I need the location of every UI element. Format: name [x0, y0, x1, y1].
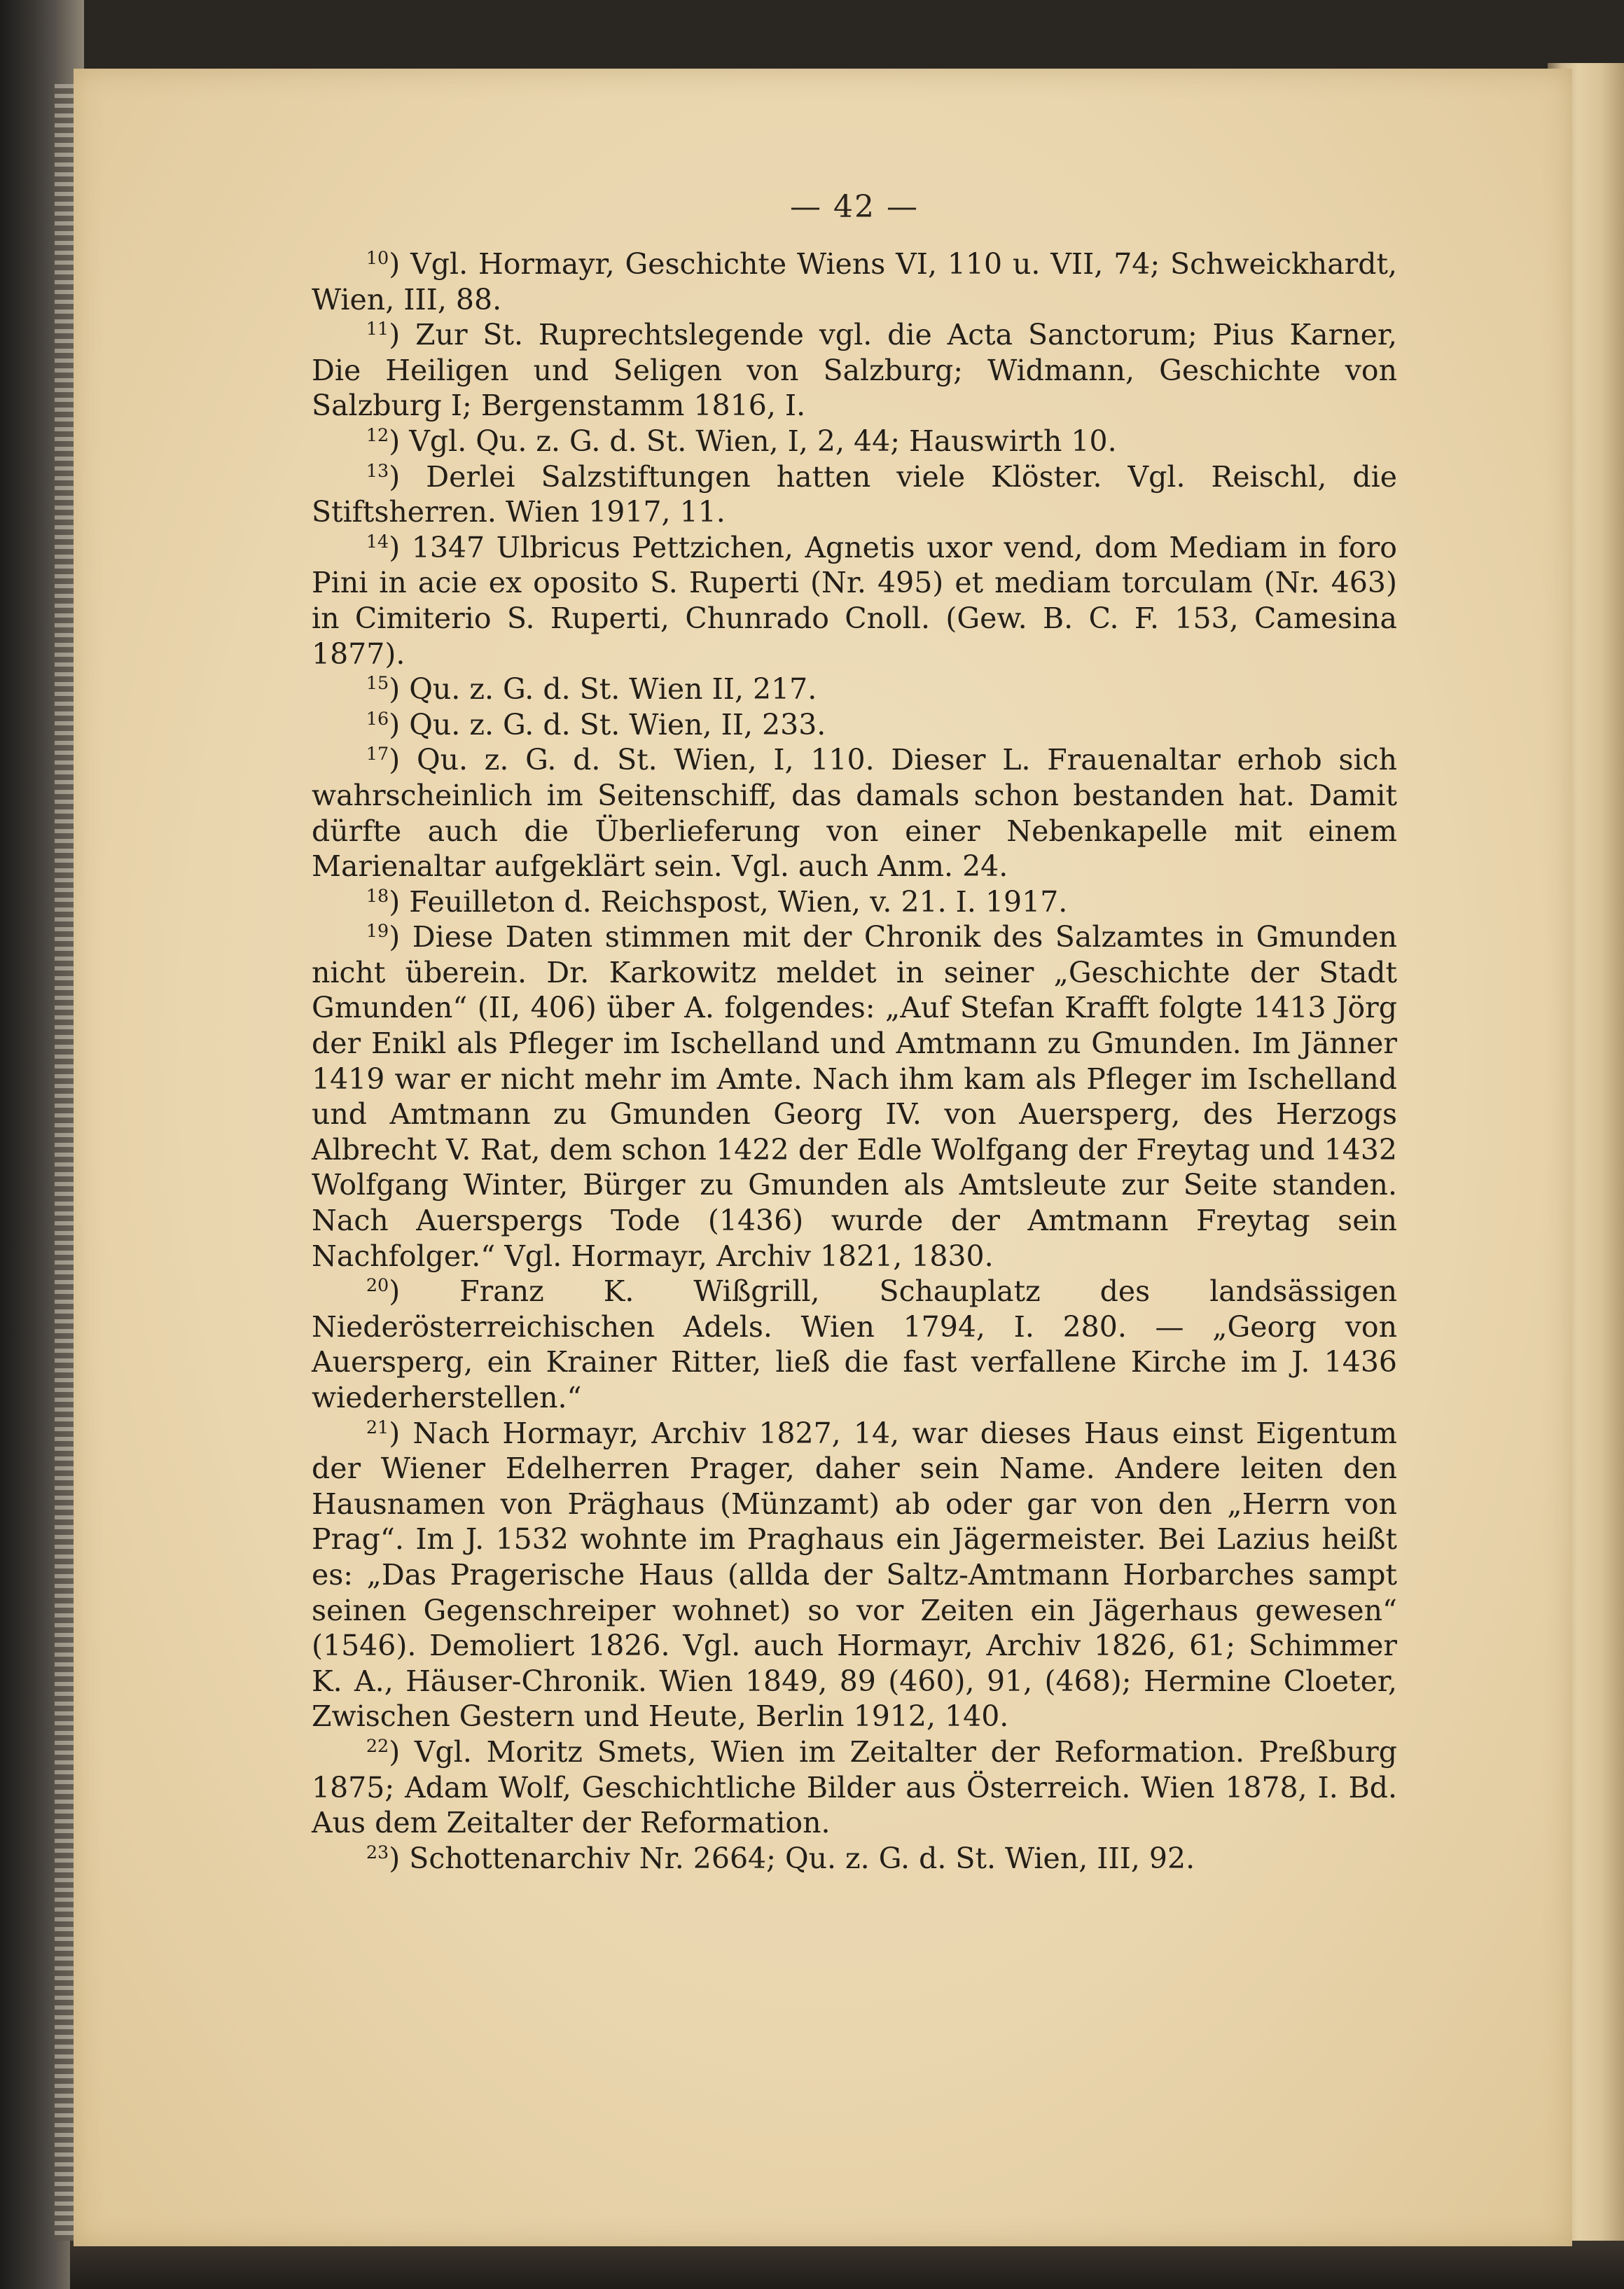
footnote-text: Derlei Salzstiftungen hatten viele Klöster. Vgl. Reischl, die Stiftsherren. Wien 1917, 11.	[312, 459, 1397, 529]
footnote-text: Zur St. Ruprechtslegende vgl. die Acta Sanctorum; Pius Karner, Die Heiligen und Seligen von Salzburg; Widmann, Geschichte von Salzburg I; Bergenstamm 1816, I.	[312, 318, 1397, 423]
footnote-text: 1347 Ulbricus Pettzichen, Agnetis uxor vend, dom Mediam in foro Pini in acie ex oposito S. Ruperti (Nr. 495) et mediam torculam (Nr. 463) in Cimiterio S. Ruperti, Chunrado Cnoll. (Gew. B. C. F. 153, Camesina 1877).	[312, 530, 1397, 671]
footnote-marker: )	[389, 743, 417, 777]
footnote-16	[312, 707, 1397, 743]
footnote-21	[312, 1416, 1397, 1734]
footnote-17	[312, 742, 1397, 884]
footnote-number: 10	[366, 247, 389, 269]
footnote-number: 22	[366, 1734, 389, 1756]
footnote-number: 20	[366, 1274, 389, 1296]
footnote-text: Vgl. Moritz Smets, Wien im Zeitalter der Reformation. Preßburg 1875; Adam Wolf, Geschichtliche Bilder aus Österreich. Wien 1878, I. Bd. Aus dem Zeitalter der Reformation.	[312, 1734, 1397, 1840]
footnote-number: 21	[366, 1416, 389, 1438]
footnote-text: Qu. z. G. d. St. Wien II, 217.	[409, 672, 817, 707]
footnote-19	[312, 919, 1397, 1274]
footnote-number: 13	[366, 459, 389, 481]
footnote-marker: )	[389, 707, 410, 742]
footnote-12	[312, 424, 1397, 459]
footnote-number: 23	[366, 1841, 389, 1863]
scan-shadow	[70, 2241, 1624, 2289]
footnote-11	[312, 317, 1397, 424]
footnote-15	[312, 672, 1397, 707]
footnote-10	[312, 246, 1397, 317]
footnotes-block	[312, 246, 1397, 1876]
footnote-text: Schottenarchiv Nr. 2664; Qu. z. G. d. St. Wien, III, 92.	[409, 1841, 1195, 1875]
footnote-text: Qu. z. G. d. St. Wien, I, 110. Dieser L. Frauenaltar erhob sich wahrscheinlich im Seitenschiff, das damals schon bestanden hat. Damit dürfte auch die Überlieferung von einer Nebenkapelle mit einem Marienaltar aufgeklärt sein. Vgl. auch Anm. 24.	[312, 743, 1397, 884]
footnote-number: 15	[366, 672, 389, 694]
footnote-14	[312, 530, 1397, 672]
footnote-number: 16	[366, 707, 389, 729]
footnote-marker: )	[389, 1841, 410, 1875]
footnote-marker: )	[389, 672, 410, 707]
footnote-marker: )	[389, 424, 410, 458]
footnote-marker: )	[389, 1274, 460, 1309]
footnote-marker: )	[389, 884, 410, 919]
footnote-marker: )	[389, 530, 412, 564]
footnote-marker: )	[389, 318, 416, 352]
footnote-marker: )	[389, 920, 412, 954]
footnote-text: Franz K. Wißgrill, Schauplatz des landsässigen Niederösterreichischen Adels. Wien 1794, I. 280. — „Georg von Auersperg, ein Krainer Ritter, ließ die fast verfallene Kirche im J. 1436 wiederherstellen.“	[312, 1274, 1397, 1414]
footnote-number: 11	[366, 318, 389, 340]
footnote-number: 18	[366, 884, 389, 906]
footnote-number: 14	[366, 530, 389, 552]
footnote-text: Vgl. Qu. z. G. d. St. Wien, I, 2, 44; Hauswirth 10.	[409, 424, 1117, 458]
footnote-text: Feuilleton d. Reichspost, Wien, v. 21. I. 1917.	[409, 884, 1068, 919]
footnote-number: 19	[366, 920, 389, 942]
book-binding-edge	[0, 0, 84, 2289]
footnote-marker: )	[389, 459, 426, 494]
footnote-number: 17	[366, 743, 389, 765]
footnote-23	[312, 1841, 1397, 1877]
footnote-text: Vgl. Hormayr, Geschichte Wiens VI, 110 u. VII, 74; Schweickhardt, Wien, III, 88.	[312, 247, 1397, 316]
footnote-22	[312, 1734, 1397, 1841]
page-number: — 42 —	[790, 189, 919, 225]
footnote-20	[312, 1274, 1397, 1415]
footnote-marker: )	[389, 1734, 415, 1769]
footnote-text: Qu. z. G. d. St. Wien, II, 233.	[409, 707, 826, 742]
footnote-text: Diese Daten stimmen mit der Chronik des Salzamtes in Gmunden nicht überein. Dr. Karkowitz meldet in seiner „Geschichte der Stadt Gmunden“ (II, 406) über A. folgendes: „Auf Stefan Krafft folgte 1413 Jörg der Enikl als Pfleger im Ischelland und Amtmann zu Gmunden. Im Jänner 1419 war er nicht mehr im Amte. Nach ihm kam als Pfleger im Ischelland und Amtmann zu Gmunden Georg IV. von Auersperg, des Herzogs Albrecht V. Rat, dem schon 1422 der Edle Wolfgang der Freytag und 1432 Wolfgang Winter, Bürger zu Gmunden als Amtsleute zur Seite standen. Nach Auerspergs Tode (1436) wurde der Amtmann Freytag sein Nachfolger.“ Vgl. Hormayr, Archiv 1821, 1830.	[312, 920, 1398, 1273]
footnote-13	[312, 459, 1397, 530]
footnote-marker: )	[389, 1416, 413, 1450]
footnote-number: 12	[366, 424, 389, 445]
footnote-text: Nach Hormayr, Archiv 1827, 14, war dieses Haus einst Eigentum der Wiener Edelherren Prager, daher sein Name. Andere leiten den Hausnamen von Präghaus (Münzamt) ab oder gar von den „Herrn von Prag“. Im J. 1532 wohnte im Praghaus ein Jägermeister. Bei Lazius heißt es: „Das Pragerische Haus (allda der Saltz-Amtmann Horbarches sampt seinen Gegenschreiper wohnet) so vor Zeiten ein Jägerhaus gewesen“ (1546). Demoliert 1826. Vgl. auch Hormayr, Archiv 1826, 61; Schimmer K. A., Häuser-Chronik. Wien 1849, 89 (460), 91, (468); Hermine Cloeter, Zwischen Gestern und Heute, Berlin 1912, 140.	[312, 1416, 1398, 1734]
footnote-marker: )	[389, 247, 411, 281]
footnote-18	[312, 884, 1397, 920]
